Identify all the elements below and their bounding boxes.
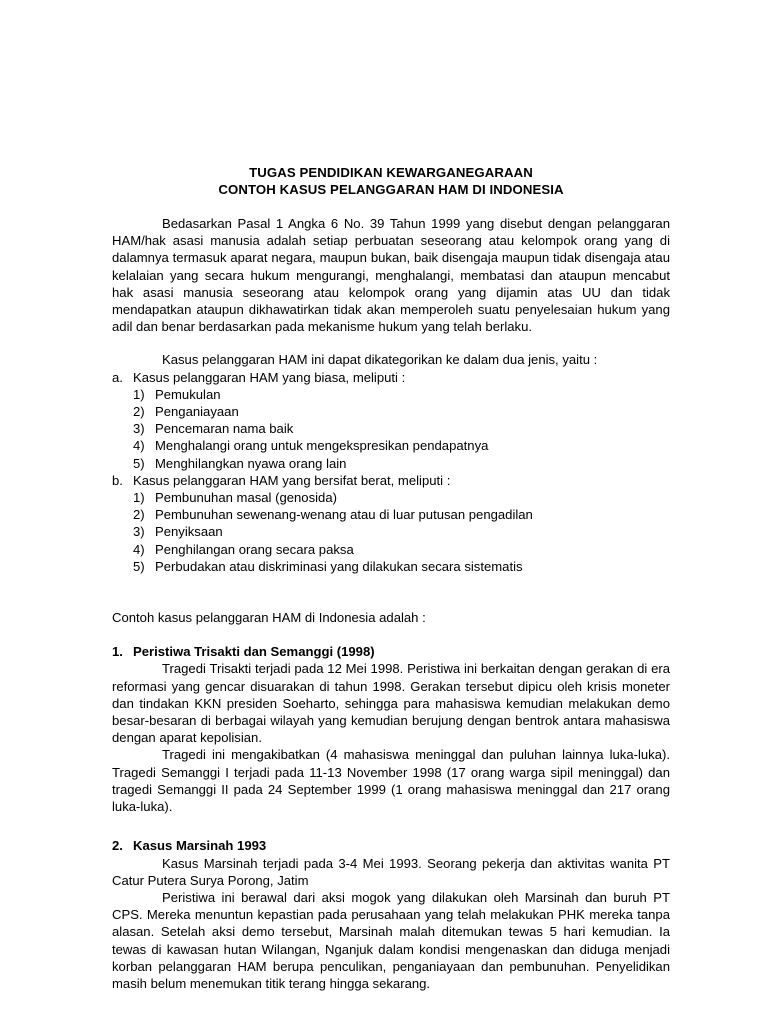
list-item bbox=[112, 541, 670, 558]
list-item-text: Penganiayaan bbox=[155, 404, 239, 420]
list-item bbox=[112, 506, 670, 523]
section-1-title: Peristiwa Trisakti dan Semanggi (1998) bbox=[133, 644, 375, 660]
category-b-label: Kasus pelanggaran HAM yang bersifat berat, meliputi : bbox=[133, 472, 451, 488]
list-item-text: Penyiksaan bbox=[155, 524, 223, 540]
section-2-heading bbox=[112, 837, 670, 854]
list-item-text: Pembunuhan sewenang-wenang atau di luar putusan pengadilan bbox=[155, 507, 533, 523]
examples-lead: Contoh kasus pelanggaran HAM di Indonesia adalah : bbox=[112, 610, 426, 626]
spacer bbox=[112, 198, 670, 215]
list-item-text: Pemukulan bbox=[155, 386, 221, 402]
section-2-title: Kasus Marsinah 1993 bbox=[133, 838, 267, 854]
document-title bbox=[112, 165, 670, 198]
category-b-marker: b. bbox=[112, 472, 123, 488]
section-2-marker: 2. bbox=[112, 838, 123, 854]
list-item-marker: 2) bbox=[133, 507, 145, 523]
spacer bbox=[112, 815, 670, 832]
list-item bbox=[112, 455, 670, 472]
list-item-marker: 2) bbox=[133, 404, 145, 420]
list-item-marker: 1) bbox=[133, 490, 145, 506]
list-item-marker: 5) bbox=[133, 558, 145, 574]
list-item-text: Pencemaran nama baik bbox=[155, 421, 294, 437]
list-item-text: Penghilangan orang secara paksa bbox=[155, 541, 354, 557]
list-item-marker: 5) bbox=[133, 455, 145, 471]
list-item-marker: 1) bbox=[133, 386, 145, 402]
category-a-marker: a. bbox=[112, 369, 123, 385]
intro-paragraph: Bedasarkan Pasal 1 Angka 6 No. 39 Tahun 1999 yang disebut dengan pelanggaran HAM/hak asasi manusia adalah setiap perbuatan seseorang atau kelompok orang yang di dalamnya termasuk aparat negara, maupun bukan, baik disengaja maupun tidak disengaja atau kelalaian yang secara hukum mengurangi, menghalangi, membatasi dan ataupun mencabut hak asasi manusia seseorang atau kelompok orang yang dijamin atas UU dan tidak mendapatkan ataupun dikhawatirkan tidak akan memperoleh suatu penyelesaian hukum yang adil dan benar berdasarkan pada mekanisme hukum yang telah berlaku. bbox=[112, 216, 670, 335]
list-item bbox=[112, 437, 670, 454]
section-2-paragraph-2: Peristiwa ini berawal dari aksi mogok yang dilakukan oleh Marsinah dan buruh PT CPS. Mereka menuntun kepastian pada perusahaan yang telah melakukan PHK mereka tanpa alasan. Setelah aksi demo tersebut, Marsinah malah ditemukan tewas 5 hari kemudian. Ia tewas di kawasan hutan Wilangan, Nganjuk dalam kondisi mengenaskan dan diduga menjadi korban pelanggaran HAM berupa penculikan, penganiayaan dan pembunuhan. Penyelidikan masih belum menemukan titik terang hingga sekarang. bbox=[112, 889, 670, 991]
section-1-heading bbox=[112, 643, 670, 660]
list-item bbox=[112, 420, 670, 437]
document-title-line-1: TUGAS PENDIDIKAN KEWARGANEGARAAN bbox=[249, 165, 533, 180]
category-a bbox=[112, 369, 670, 386]
category-b bbox=[112, 472, 670, 489]
section-1-paragraph-1: Tragedi Trisakti terjadi pada 12 Mei 1998. Peristiwa ini berkaitan dengan gerakan di era reformasi yang gencar disuarakan di tahun 1998. Gerakan tersebut dipicu oleh krisis moneter dan tindakan KKN presiden Soeharto, sehingga para mahasiswa kemudian melakukan demo besar-besaran di berbagai wilayah yang kemudian berujung dengan bentrok antara mahasiswa dengan aparat kepolisian. bbox=[112, 661, 670, 746]
spacer bbox=[112, 626, 670, 643]
section-1-marker: 1. bbox=[112, 644, 123, 660]
list-item-marker: 3) bbox=[133, 421, 145, 437]
list-item-text: Perbudakan atau diskriminasi yang dilakukan secara sistematis bbox=[155, 558, 523, 574]
document-title-line-2: CONTOH KASUS PELANGGARAN HAM DI INDONESIA bbox=[218, 181, 564, 197]
list-item-text: Menghalangi orang untuk mengekspresikan pendapatnya bbox=[155, 438, 489, 454]
list-item-marker: 4) bbox=[133, 541, 145, 557]
category-a-label: Kasus pelanggaran HAM yang biasa, meliputi : bbox=[133, 369, 406, 385]
list-item bbox=[112, 558, 670, 575]
list-item bbox=[112, 386, 670, 403]
list-item bbox=[112, 403, 670, 420]
list-item-text: Menghilangkan nyawa orang lain bbox=[155, 455, 347, 471]
categories-lead: Kasus pelanggaran HAM ini dapat dikategorikan ke dalam dua jenis, yaitu : bbox=[162, 352, 598, 368]
list-item-text: Pembunuhan masal (genosida) bbox=[155, 490, 337, 506]
list-item bbox=[112, 523, 670, 540]
spacer bbox=[112, 575, 670, 592]
section-2-paragraph-1: Kasus Marsinah terjadi pada 3-4 Mei 1993. Seorang pekerja dan aktivitas wanita PT Catur Putera Surya Porong, Jatim bbox=[112, 855, 670, 888]
section-1-paragraph-2: Tragedi ini mengakibatkan (4 mahasiswa meninggal dan puluhan lainnya luka-luka). Tragedi Semanggi I terjadi pada 11-13 November 1998 (17 orang warga sipil meninggal) dan tragedi Semanggi II pada 24 September 1999 (1 orang mahasiswa meninggal dan 217 orang luka-luka). bbox=[112, 747, 670, 815]
list-item-marker: 3) bbox=[133, 524, 145, 540]
list-item bbox=[112, 489, 670, 506]
list-item-marker: 4) bbox=[133, 438, 145, 454]
spacer bbox=[112, 592, 670, 609]
spacer bbox=[112, 335, 670, 351]
